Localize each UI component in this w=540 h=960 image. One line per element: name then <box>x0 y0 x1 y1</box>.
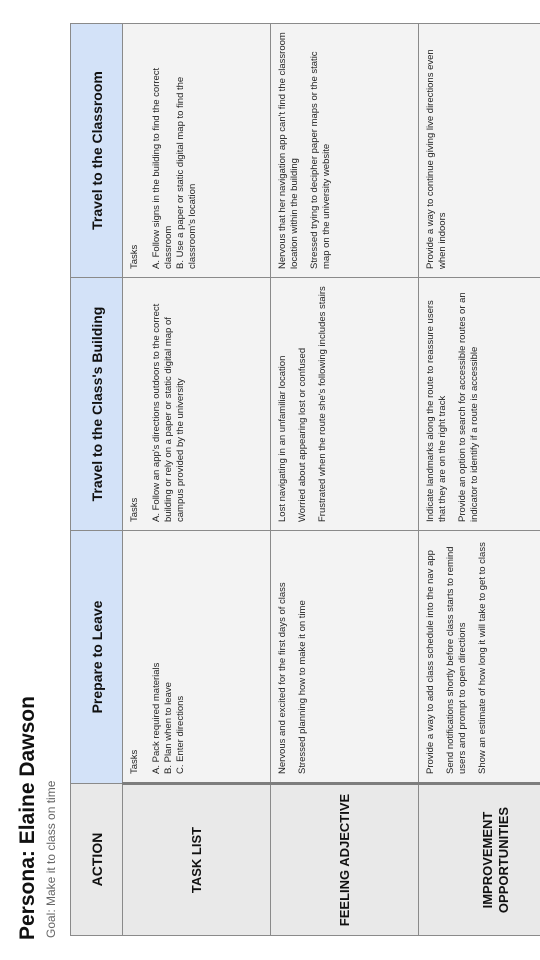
opportunity-item: Provide a way to continue giving live directions even when indoors <box>425 49 448 269</box>
task-list-label: TASK LIST <box>123 784 271 936</box>
tasks-heading: Tasks <box>129 749 140 774</box>
journey-map-table <box>70 23 540 936</box>
opportunity-item: Send notifications shortly before class starts to remind users and prompt to open directions <box>444 546 468 774</box>
opportunity-item: Indicate landmarks along the route to reassure users that they are on the right track <box>425 300 448 522</box>
task-cell-building <box>123 278 271 531</box>
task-cell-classroom <box>123 24 271 278</box>
feeling-item: Nervous that her navigation app can't find the classroom location within the building <box>277 32 300 269</box>
opportunity-item: Provide an option to search for accessible routes or an indicator to identify if a route is accessible <box>456 292 480 522</box>
task-item: A. Pack required materials <box>150 662 162 774</box>
feeling-row <box>271 24 419 936</box>
feeling-adjective-label: FEELING ADJECTIVE <box>271 784 419 936</box>
opportunity-cell-prepare <box>419 531 540 784</box>
feeling-cell-classroom <box>271 24 419 278</box>
feeling-item: Frustrated when the route she's following includes stairs <box>316 286 328 522</box>
opportunity-item: Provide a way to add class schedule into the nav app <box>425 550 436 774</box>
opportunity-item: Show an estimate of how long it will take to get to class <box>476 542 488 774</box>
opportunity-cell-classroom <box>419 24 540 278</box>
opportunities-row <box>419 24 540 936</box>
feeling-item: Lost navigating in an unfamiliar location <box>277 355 288 522</box>
feeling-item: Stressed trying to decipher paper maps or the static map on the university website <box>308 51 332 269</box>
task-item: C. Enter directions <box>174 695 186 774</box>
tasks-heading: Tasks <box>129 244 140 269</box>
task-item: A. Follow an app's directions outdoors to the correct building or rely on a paper or static digital map of campus provided by the university <box>150 303 186 522</box>
feeling-item: Stressed planning how to make it on time <box>296 600 308 774</box>
feeling-cell-building <box>271 278 419 531</box>
phase-header-prepare: Prepare to Leave <box>71 531 123 784</box>
feeling-item: Nervous and excited for the first days of class <box>277 582 288 774</box>
task-cell-prepare <box>123 531 271 784</box>
feeling-cell-prepare <box>271 531 419 784</box>
tasks-heading: Tasks <box>129 497 140 522</box>
task-item: B. Use a paper or static digital map to find the classroom's location <box>174 76 198 269</box>
task-item: B. Plan when to leave <box>162 682 174 774</box>
task-list-row <box>123 24 271 936</box>
improvement-opportunities-label: IMPROVEMENT OPPORTUNITIES <box>419 784 540 936</box>
persona-goal: Goal: Make it to class on time <box>44 780 58 938</box>
header-row <box>71 24 123 936</box>
persona-title: Persona: Elaine Dawson <box>16 696 39 940</box>
task-item: A. Follow signs in the building to find the correct classroom <box>150 67 174 269</box>
phase-header-building: Travel to the Class's Building <box>71 278 123 531</box>
opportunity-cell-building <box>419 278 540 531</box>
action-header: ACTION <box>71 784 123 936</box>
phase-header-classroom: Travel to the Classroom <box>71 24 123 278</box>
feeling-item: Worried about appearing lost or confused <box>296 347 308 522</box>
